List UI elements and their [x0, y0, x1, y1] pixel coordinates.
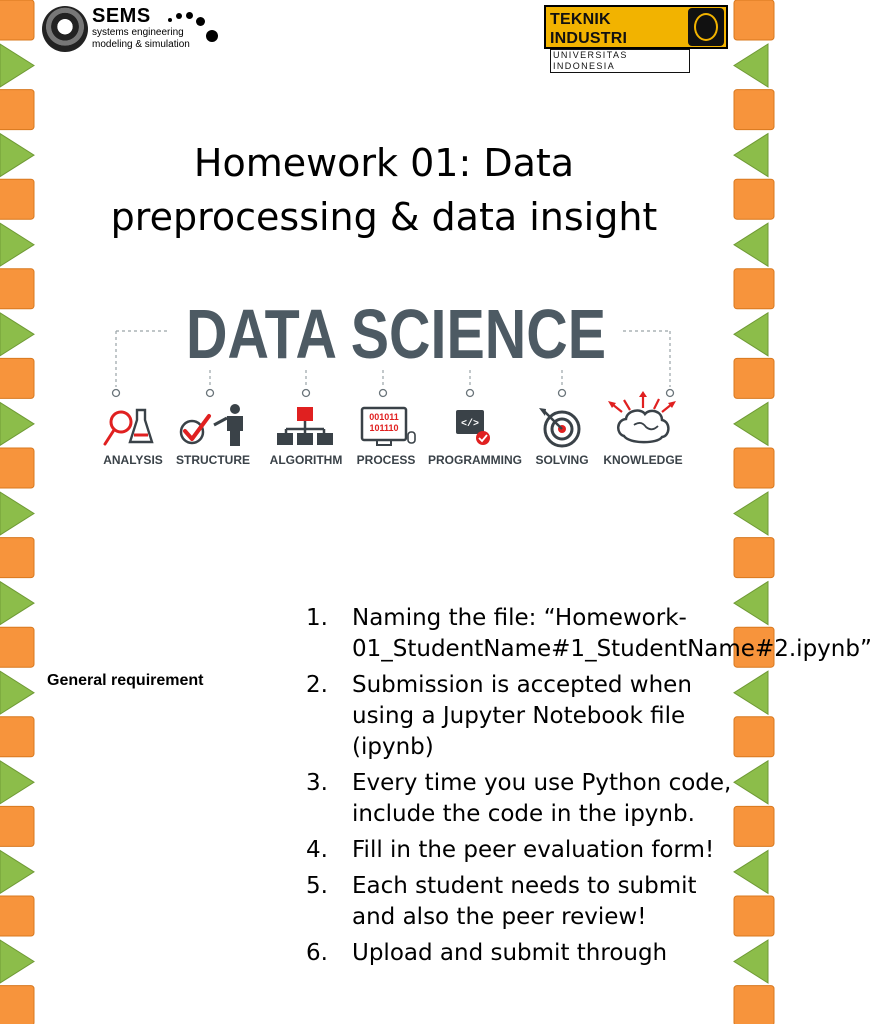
border-green-tile	[734, 223, 768, 266]
list-item-number: 2.	[306, 672, 328, 698]
border-orange-tile	[734, 269, 774, 309]
border-orange-tile	[0, 717, 34, 757]
banner-label-process: PROCESS	[356, 453, 416, 467]
border-orange-tile	[0, 179, 34, 219]
border-green-tile	[734, 850, 768, 893]
banner-label-knowledge: KNOWLEDGE	[603, 453, 683, 467]
analysis-icon	[105, 410, 152, 444]
border-green-tile	[734, 761, 768, 804]
border-green-tile	[734, 44, 768, 87]
banner-label-programming: PROGRAMMING	[428, 453, 522, 467]
border-green-tile	[0, 582, 34, 625]
border-green-tile	[734, 940, 768, 983]
list-item	[306, 670, 736, 763]
border-orange-tile	[0, 986, 34, 1024]
ti-logo-line2: UNIVERSITAS INDONESIA	[550, 49, 690, 73]
border-orange-tile	[0, 806, 34, 846]
border-orange-tile	[734, 90, 774, 130]
border-orange-tile	[0, 627, 34, 667]
list-item-text: Naming the file: “Homework-01_StudentName#1_StudentName#2.ipynb”	[352, 605, 872, 662]
list-item	[306, 871, 736, 933]
ti-logo-line1: TEKNIK INDUSTRI	[550, 11, 628, 47]
process-code-line1: 001011	[369, 412, 399, 422]
left-decorative-border	[0, 0, 36, 1024]
list-item	[306, 768, 736, 830]
process-icon	[362, 408, 415, 445]
list-item-number: 6.	[306, 940, 328, 966]
programming-icon	[456, 410, 490, 445]
border-orange-tile	[0, 269, 34, 309]
border-green-tile	[0, 761, 34, 804]
banner-label-analysis: ANALYSIS	[103, 453, 163, 467]
list-item	[306, 938, 736, 969]
border-orange-tile	[0, 896, 34, 936]
list-item-number: 4.	[306, 837, 328, 863]
list-item-number: 5.	[306, 873, 328, 899]
border-orange-tile	[734, 179, 774, 219]
banner-label-algorithm: ALGORITHM	[269, 453, 343, 467]
list-item-text: Upload and submit through	[352, 940, 668, 966]
border-orange-tile	[734, 0, 774, 40]
list-item-text: Submission is accepted when using a Jupyter Notebook file (ipynb)	[352, 672, 692, 760]
university-seal-icon	[42, 6, 88, 52]
list-item	[306, 603, 872, 665]
border-green-tile	[0, 940, 34, 983]
border-green-tile	[734, 671, 768, 714]
border-green-tile	[0, 223, 34, 266]
list-item-text: Every time you use Python code, include the code in the ipynb.	[352, 770, 732, 827]
banner-heading: DATA SCIENCE	[186, 295, 606, 373]
list-item	[306, 835, 736, 866]
sems-logo-title: SEMS	[92, 5, 151, 27]
knowledge-icon	[608, 391, 676, 442]
sems-logo-subtitle-2: modeling & simulation	[92, 39, 190, 50]
border-green-tile	[0, 671, 34, 714]
border-green-tile	[0, 44, 34, 87]
list-item-text: Fill in the peer evaluation form!	[352, 837, 715, 863]
border-orange-tile	[0, 358, 34, 398]
algorithm-icon	[277, 407, 333, 445]
right-decorative-border	[732, 0, 768, 1024]
border-orange-tile	[734, 986, 774, 1024]
makara-emblem-icon	[688, 8, 724, 46]
border-green-tile	[734, 492, 768, 535]
border-green-tile	[0, 492, 34, 535]
border-green-tile	[734, 313, 768, 356]
section-label: General requirement	[47, 672, 204, 689]
border-orange-tile	[734, 358, 774, 398]
structure-icon	[181, 404, 243, 446]
sems-logo-text	[92, 6, 190, 50]
border-orange-tile	[0, 0, 34, 40]
border-orange-tile	[734, 896, 774, 936]
list-item-number: 3.	[306, 770, 328, 796]
process-code-line2: 101110	[369, 423, 399, 433]
border-green-tile	[0, 850, 34, 893]
border-orange-tile	[0, 538, 34, 578]
border-green-tile	[0, 313, 34, 356]
solving-icon	[539, 408, 579, 446]
teknik-industri-logo	[544, 5, 728, 71]
border-orange-tile	[0, 90, 34, 130]
header	[36, 0, 732, 71]
border-orange-tile	[734, 717, 774, 757]
banner-label-structure: STRUCTURE	[176, 453, 250, 467]
border-green-tile	[0, 402, 34, 445]
list-item-number: 1.	[306, 605, 328, 631]
sems-logo	[40, 2, 220, 54]
data-science-banner	[96, 292, 696, 482]
list-item-text: Each student needs to submit and also the peer review!	[352, 873, 697, 930]
sems-logo-subtitle-1: systems engineering	[92, 27, 184, 38]
border-orange-tile	[0, 448, 34, 488]
requirements-list	[306, 603, 872, 974]
slide-title: Homework 01: Data preprocessing & data insight	[110, 141, 658, 239]
border-green-tile	[0, 134, 34, 177]
banner-label-solving: SOLVING	[535, 453, 589, 467]
border-green-tile	[734, 402, 768, 445]
border-green-tile	[734, 134, 768, 177]
border-orange-tile	[734, 448, 774, 488]
border-orange-tile	[734, 806, 774, 846]
border-orange-tile	[734, 538, 774, 578]
programming-glyph: </>	[460, 419, 480, 430]
